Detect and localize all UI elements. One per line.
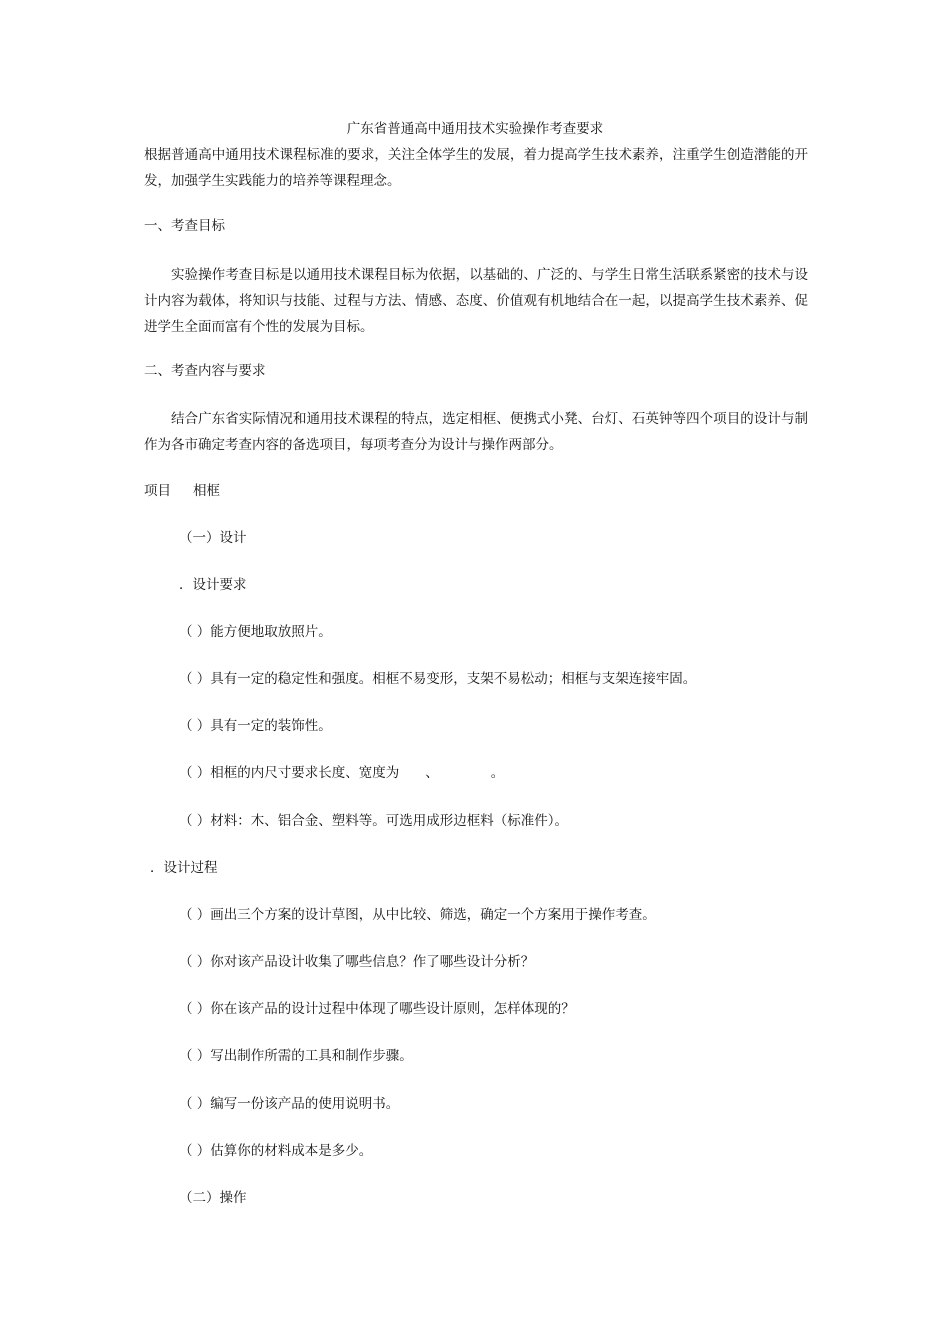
process-item: （ ）画出三个方案的设计草图，从中比较、筛选，确定一个方案用于操作考查。 [179,907,656,923]
process-item: （ ）写出制作所需的工具和制作步骤。 [179,1048,413,1064]
project-label: 项目 [144,483,171,499]
document-title: 广东省普通高中通用技术实验操作考查要求 [346,121,604,137]
section-heading-objectives: 一、考查目标 [144,218,225,234]
design-process-heading: ．设计过程 [150,860,218,876]
requirement-item: （ ）具有一定的稳定性和强度。相框不易变形，支架不易松动；相框与支架连接牢固。 [179,671,697,687]
size-item-end: 。 [490,765,505,781]
design-heading: （一）设计 [179,530,247,546]
process-item: （ ）你对该产品设计收集了哪些信息？作了哪些设计分析？ [179,954,535,970]
requirement-item: （ ）具有一定的装饰性。 [179,718,332,734]
requirement-item: （ ）材料：木、铝合金、塑料等。可选用成形边框料（标准件）。 [179,813,569,829]
intro-paragraph: 根据普通高中通用技术课程标准的要求，关注全体学生的发展，着力提高学生技术素养，注重学生创造潜能的开发，加强学生实践能力的培养等课程理念。 [144,147,808,189]
process-item: （ ）你在该产品的设计过程中体现了哪些设计原则，怎样体现的？ [179,1001,575,1017]
size-item-prefix: （ ）相框的内尺寸要求长度、宽度为 [179,765,400,781]
section-heading-content: 二、考查内容与要求 [144,363,266,379]
requirement-item-size [179,763,504,783]
project-line [144,481,220,501]
process-item: （ ）编写一份该产品的使用说明书。 [179,1096,400,1112]
objectives-paragraph: 实验操作考查目标是以通用技术课程目标为依据，以基础的、广泛的、与学生日常生活联系紧密的技术与设计内容为载体，将知识与技能、过程与方法、情感、态度、价值观有机地结合在一起，以提高学生技术素养、促进学生全面而富有个性的发展为目标。 [144,267,808,335]
project-name: 相框 [193,483,220,499]
design-requirements-heading: ．设计要求 [179,577,247,593]
content-paragraph: 结合广东省实际情况和通用技术课程的特点，选定相框、便携式小凳、台灯、石英钟等四个项目的设计与制作为各市确定考查内容的备选项目，每项考查分为设计与操作两部分。 [144,411,808,453]
size-item-separator: 、 [425,765,439,781]
process-item: （ ）估算你的材料成本是多少。 [179,1143,373,1159]
requirement-item: （ ）能方便地取放照片。 [179,624,332,640]
operation-heading: （二）操作 [179,1190,247,1206]
